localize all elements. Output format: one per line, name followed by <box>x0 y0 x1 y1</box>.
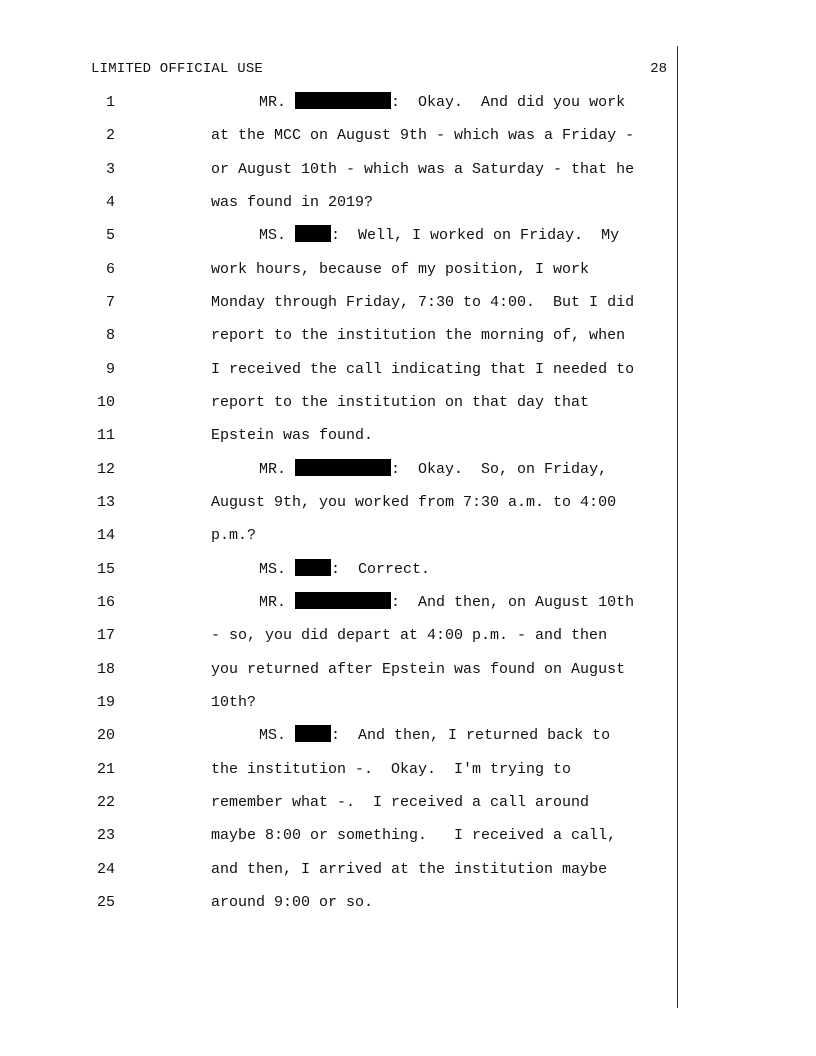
line-content: : And then, on August 10th <box>391 593 635 611</box>
line-text <box>211 819 616 852</box>
line-content: and then, I arrived at the institution maybe <box>211 860 608 878</box>
line-text <box>259 586 634 619</box>
line-text <box>211 119 634 152</box>
line-text <box>211 653 625 686</box>
line-number: 19 <box>96 693 115 711</box>
speaker-prefix: MR. <box>259 460 287 478</box>
line-number: 6 <box>105 260 115 278</box>
line-number: 22 <box>96 793 115 811</box>
line-content: I received the call indicating that I needed to <box>211 360 635 378</box>
redaction-box <box>295 725 331 742</box>
transcript-line <box>0 253 700 286</box>
line-content: report to the institution the morning of, when <box>211 327 626 345</box>
line-text <box>211 153 634 186</box>
transcript-line <box>0 586 700 619</box>
line-text <box>211 686 256 719</box>
transcript-line <box>0 853 700 886</box>
redaction-box <box>295 225 331 242</box>
line-content: Epstein was found. <box>211 427 374 445</box>
transcript-line <box>0 786 700 819</box>
line-content: p.m.? <box>211 527 257 545</box>
line-number: 15 <box>96 560 115 578</box>
line-number: 10 <box>96 393 115 411</box>
line-text <box>211 319 625 352</box>
transcript-line <box>0 519 700 552</box>
speaker-prefix: MR. <box>259 593 287 611</box>
line-content: report to the institution on that day that <box>211 393 590 411</box>
speaker-prefix: MS. <box>259 227 287 245</box>
line-text <box>211 419 373 452</box>
line-text <box>211 619 607 652</box>
line-text <box>211 786 589 819</box>
line-number: 7 <box>105 293 115 311</box>
transcript-line <box>0 286 700 319</box>
redaction-box <box>295 559 331 576</box>
line-number: 2 <box>105 127 115 145</box>
line-number: 13 <box>96 493 115 511</box>
transcript-line <box>0 153 700 186</box>
line-text <box>211 486 616 519</box>
transcript-line <box>0 653 700 686</box>
transcript-line <box>0 553 700 586</box>
redaction-box <box>295 592 391 609</box>
line-number: 24 <box>96 860 115 878</box>
line-content: 10th? <box>211 693 257 711</box>
line-number: 4 <box>105 193 115 211</box>
line-text <box>259 86 625 119</box>
line-number: 12 <box>96 460 115 478</box>
line-content: : And then, I returned back to <box>331 727 611 745</box>
transcript-line <box>0 86 700 119</box>
line-number: 23 <box>96 827 115 845</box>
transcript-line <box>0 419 700 452</box>
speaker-prefix: MR. <box>259 94 287 111</box>
line-text <box>259 219 619 252</box>
line-content: around 9:00 or so. <box>211 893 374 911</box>
line-text <box>211 286 634 319</box>
line-text <box>259 719 610 752</box>
line-text <box>211 753 571 786</box>
transcript-line <box>0 119 700 152</box>
line-content: maybe 8:00 or something. I received a call, <box>211 827 617 845</box>
transcript-body <box>0 86 700 919</box>
line-number: 18 <box>96 660 115 678</box>
line-text <box>211 853 607 886</box>
transcript-line <box>0 753 700 786</box>
line-content: was found in 2019? <box>211 193 374 211</box>
transcript-line <box>0 819 700 852</box>
line-text <box>211 519 256 552</box>
line-number: 14 <box>96 527 115 545</box>
line-number: 1 <box>105 94 115 111</box>
line-number: 21 <box>96 760 115 778</box>
line-number: 5 <box>105 227 115 245</box>
line-text <box>211 353 634 386</box>
line-number: 16 <box>96 593 115 611</box>
line-text <box>259 453 607 486</box>
transcript-line <box>0 686 700 719</box>
line-content: : Okay. So, on Friday, <box>391 460 608 478</box>
line-content: at the MCC on August 9th - which was a Friday - <box>211 127 635 145</box>
line-number: 17 <box>96 627 115 645</box>
speaker-prefix: MS. <box>259 560 287 578</box>
line-content: you returned after Epstein was found on August <box>211 660 626 678</box>
speaker-prefix: MS. <box>259 727 287 745</box>
redaction-box <box>295 92 391 109</box>
transcript-line <box>0 353 700 386</box>
line-content: August 9th, you worked from 7:30 a.m. to 4:00 <box>211 493 617 511</box>
redaction-box <box>295 459 391 476</box>
line-text <box>211 186 373 219</box>
line-text <box>211 253 589 286</box>
line-content: : Correct. <box>331 560 431 578</box>
line-content: or August 10th - which was a Saturday - that he <box>211 160 635 178</box>
line-content: the institution -. Okay. I'm trying to <box>211 760 572 778</box>
transcript-line <box>0 486 700 519</box>
line-content: : Okay. And did you work <box>391 94 626 111</box>
line-content: : Well, I worked on Friday. My <box>331 227 620 245</box>
page-number: 28 <box>650 61 667 77</box>
line-number: 9 <box>105 360 115 378</box>
transcript-line <box>0 319 700 352</box>
transcript-line <box>0 453 700 486</box>
transcript-line <box>0 186 700 219</box>
transcript-line <box>0 219 700 252</box>
transcript-line <box>0 886 700 919</box>
line-number: 8 <box>105 327 115 345</box>
line-text <box>211 386 589 419</box>
line-content: work hours, because of my position, I work <box>211 260 590 278</box>
transcript-line <box>0 386 700 419</box>
line-text <box>259 553 430 586</box>
line-number: 25 <box>96 893 115 911</box>
line-number: 3 <box>105 160 115 178</box>
line-content: remember what -. I received a call around <box>211 793 590 811</box>
line-number: 20 <box>96 727 115 745</box>
line-content: Monday through Friday, 7:30 to 4:00. But I did <box>211 293 635 311</box>
transcript-line <box>0 619 700 652</box>
transcript-line <box>0 719 700 752</box>
classification-header: LIMITED OFFICIAL USE <box>91 61 264 77</box>
line-number: 11 <box>96 427 115 445</box>
line-text <box>211 886 373 919</box>
line-content: - so, you did depart at 4:00 p.m. - and then <box>211 627 608 645</box>
